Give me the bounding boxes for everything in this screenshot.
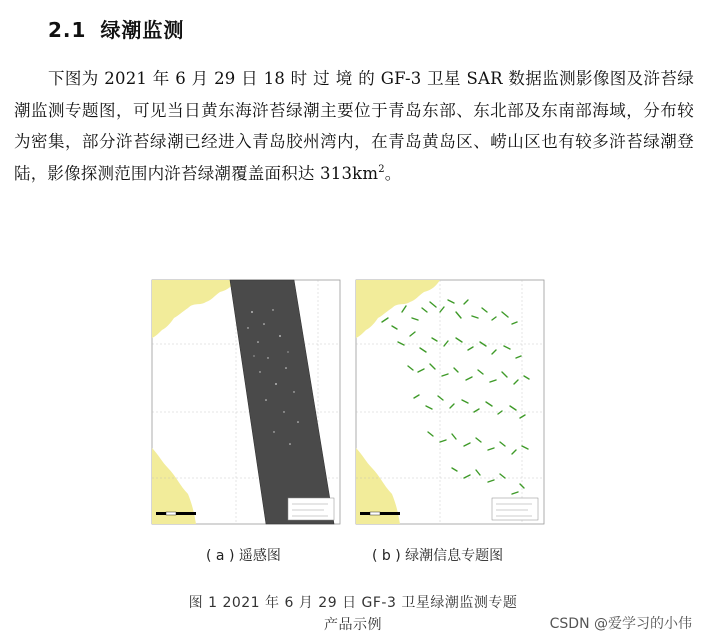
green-tide-map <box>352 272 552 530</box>
body-paragraph <box>14 63 694 189</box>
figure-a-caption: ( a ) 遥感图 <box>206 548 281 564</box>
figure-caption-line1: 图 1 2021 年 6 月 29 日 GF-3 卫星绿潮监测专题 <box>188 595 518 611</box>
csdn-watermark: CSDN @爱学习的小伟 <box>549 616 692 632</box>
section-title: 绿潮监测 <box>100 18 185 42</box>
section-number: 2.1 <box>48 18 87 42</box>
paragraph-superscript: 2 <box>378 163 385 175</box>
sar-image-map <box>148 272 348 530</box>
figure-caption-line2: 产品示例 <box>324 617 382 633</box>
figure-b-caption: ( b ) 绿潮信息专题图 <box>372 548 504 564</box>
paragraph-text: 下图为 2021 年 6 月 29 日 18 时 过 境 的 GF-3 卫星 SAR 数据监测影像图及浒苔绿潮监测专题图，可见当日黄东海浒苔绿潮主要位于青岛东部、东北部及东南部海域，分布较为密集，部分浒苔绿潮已经进入青岛胶州湾内，在青岛黄岛区、崂山区也有较多浒苔绿潮登陆，影像探测范围内浒苔绿潮覆盖面积达 313km <box>14 69 694 183</box>
section-heading <box>48 14 184 43</box>
paragraph-tail: 。 <box>384 163 402 183</box>
figure-b-green-tide-map <box>352 272 552 530</box>
figure-a-remote-sensing <box>148 272 348 530</box>
